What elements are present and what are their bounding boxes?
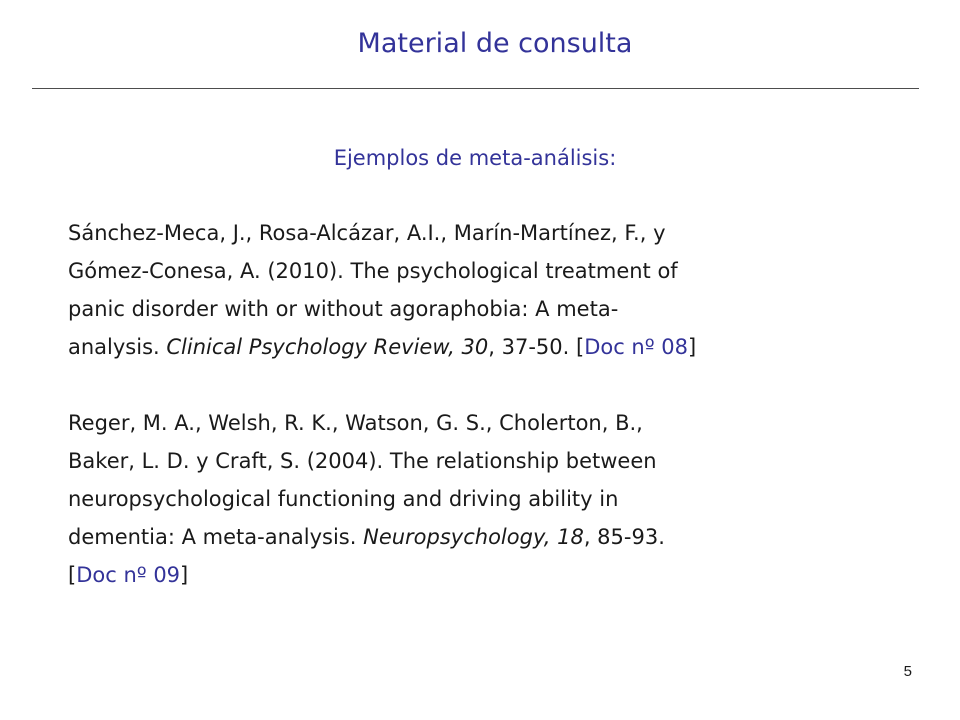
doc-link-08[interactable]: Doc nº 08 <box>584 335 689 359</box>
reference-line: panic disorder with or without agoraphobia: A meta- <box>68 297 619 321</box>
bracket-close: ] <box>688 335 697 359</box>
bracket-open: [ <box>68 563 77 587</box>
section-subtitle: Ejemplos de meta-análisis: <box>333 146 617 170</box>
slide-title: Material de consulta <box>357 28 633 59</box>
journal-name: Clinical Psychology Review, 30 <box>166 335 489 359</box>
reference-line <box>68 518 888 556</box>
reference-line: Baker, L. D. y Craft, S. (2004). The relationship between <box>68 449 657 473</box>
bracket-close: ] <box>180 563 189 587</box>
title-divider <box>32 88 919 89</box>
journal-name: Neuropsychology, 18 <box>363 525 584 549</box>
reference-pages: , 85-93. <box>583 525 665 549</box>
reference-line: Reger, M. A., Welsh, R. K., Watson, G. S., Cholerton, B., <box>68 411 643 435</box>
reference-list <box>68 214 888 632</box>
bracket-open: [ <box>575 335 585 359</box>
reference-text: dementia: A meta-analysis. <box>68 525 364 549</box>
reference-item-sanchez-meca <box>68 214 888 366</box>
reference-line: Sánchez-Meca, J., Rosa-Alcázar, A.I., Marín-Martínez, F., y <box>68 221 666 245</box>
reference-line <box>68 328 888 366</box>
page-number: 5 <box>903 663 912 680</box>
doc-link-09[interactable]: Doc nº 09 <box>76 563 181 587</box>
reference-pages: , 37-50. <box>488 335 576 359</box>
reference-line: neuropsychological functioning and driving ability in <box>68 487 619 511</box>
reference-text: analysis. <box>68 335 167 359</box>
reference-item-reger <box>68 404 888 594</box>
reference-line <box>68 556 888 594</box>
reference-line: Gómez-Conesa, A. (2010). The psychological treatment of <box>68 259 678 283</box>
